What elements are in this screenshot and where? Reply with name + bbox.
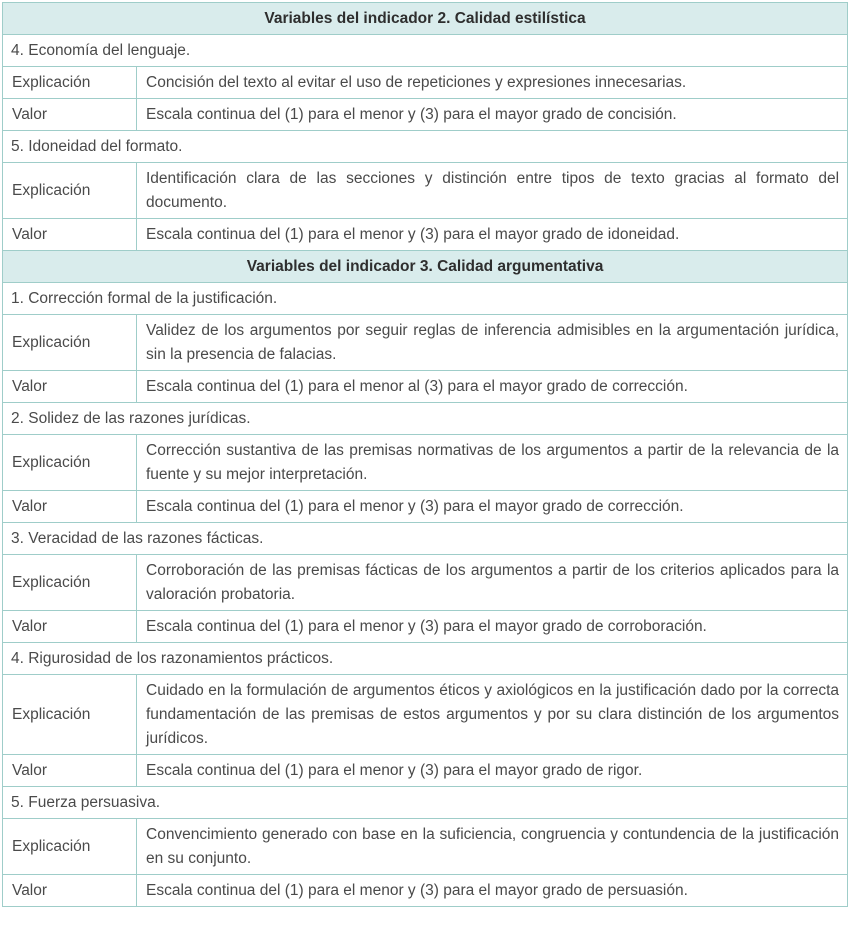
variable-title: 3. Veracidad de las razones fácticas. (3, 523, 848, 555)
section-header-row (3, 3, 848, 35)
valor-text: Escala continua del (1) para el menor y (3) para el mayor grado de corroboración. (137, 611, 848, 643)
explicacion-label: Explicación (3, 315, 137, 371)
explicacion-row (3, 819, 848, 875)
valor-text: Escala continua del (1) para el menor y (3) para el mayor grado de persuasión. (137, 875, 848, 907)
valor-text: Escala continua del (1) para el menor al (3) para el mayor grado de corrección. (137, 371, 848, 403)
section-header-row (3, 251, 848, 283)
indicator-variables-table (2, 2, 848, 907)
valor-text: Escala continua del (1) para el menor y (3) para el mayor grado de idoneidad. (137, 219, 848, 251)
explicacion-label: Explicación (3, 67, 137, 99)
valor-label: Valor (3, 371, 137, 403)
valor-row (3, 755, 848, 787)
valor-text: Escala continua del (1) para el menor y (3) para el mayor grado de concisión. (137, 99, 848, 131)
valor-label: Valor (3, 219, 137, 251)
variable-title: 1. Corrección formal de la justificación. (3, 283, 848, 315)
variable-title-row (3, 643, 848, 675)
explicacion-text: Cuidado en la formulación de argumentos éticos y axiológicos en la justificación dado por la correcta fundamentación de las premisas de estos argumentos y por su clara distinción de los argumentos jurídicos. (137, 675, 848, 755)
explicacion-label: Explicación (3, 675, 137, 755)
valor-label: Valor (3, 755, 137, 787)
section-header: Variables del indicador 3. Calidad argumentativa (3, 251, 848, 283)
explicacion-label: Explicación (3, 819, 137, 875)
explicacion-row (3, 435, 848, 491)
variable-title-row (3, 787, 848, 819)
valor-row (3, 371, 848, 403)
explicacion-text: Identificación clara de las secciones y distinción entre tipos de texto gracias al formato del documento. (137, 163, 848, 219)
valor-row (3, 611, 848, 643)
valor-text: Escala continua del (1) para el menor y (3) para el mayor grado de corrección. (137, 491, 848, 523)
explicacion-row (3, 675, 848, 755)
explicacion-text: Concisión del texto al evitar el uso de repeticiones y expresiones innecesarias. (137, 67, 848, 99)
valor-row (3, 491, 848, 523)
variable-title: 4. Economía del lenguaje. (3, 35, 848, 67)
variable-title: 5. Fuerza persuasiva. (3, 787, 848, 819)
explicacion-row (3, 163, 848, 219)
explicacion-row (3, 555, 848, 611)
variable-title-row (3, 523, 848, 555)
explicacion-text: Corroboración de las premisas fácticas de los argumentos a partir de los criterios aplicados para la valoración probatoria. (137, 555, 848, 611)
explicacion-text: Convencimiento generado con base en la suficiencia, congruencia y contundencia de la justificación en su conjunto. (137, 819, 848, 875)
explicacion-row (3, 67, 848, 99)
explicacion-label: Explicación (3, 163, 137, 219)
valor-label: Valor (3, 875, 137, 907)
explicacion-row (3, 315, 848, 371)
variable-title: 2. Solidez de las razones jurídicas. (3, 403, 848, 435)
explicacion-text: Validez de los argumentos por seguir reglas de inferencia admisibles en la argumentación jurídica, sin la presencia de falacias. (137, 315, 848, 371)
valor-text: Escala continua del (1) para el menor y (3) para el mayor grado de rigor. (137, 755, 848, 787)
valor-label: Valor (3, 99, 137, 131)
valor-row (3, 875, 848, 907)
variable-title-row (3, 131, 848, 163)
valor-label: Valor (3, 611, 137, 643)
variable-title-row (3, 403, 848, 435)
section-header: Variables del indicador 2. Calidad estilística (3, 3, 848, 35)
valor-row (3, 99, 848, 131)
explicacion-label: Explicación (3, 435, 137, 491)
valor-label: Valor (3, 491, 137, 523)
variable-title-row (3, 35, 848, 67)
explicacion-text: Corrección sustantiva de las premisas normativas de los argumentos a partir de la relevancia de la fuente y su mejor interpretación. (137, 435, 848, 491)
variable-title-row (3, 283, 848, 315)
variable-title: 4. Rigurosidad de los razonamientos prácticos. (3, 643, 848, 675)
variable-title: 5. Idoneidad del formato. (3, 131, 848, 163)
valor-row (3, 219, 848, 251)
explicacion-label: Explicación (3, 555, 137, 611)
